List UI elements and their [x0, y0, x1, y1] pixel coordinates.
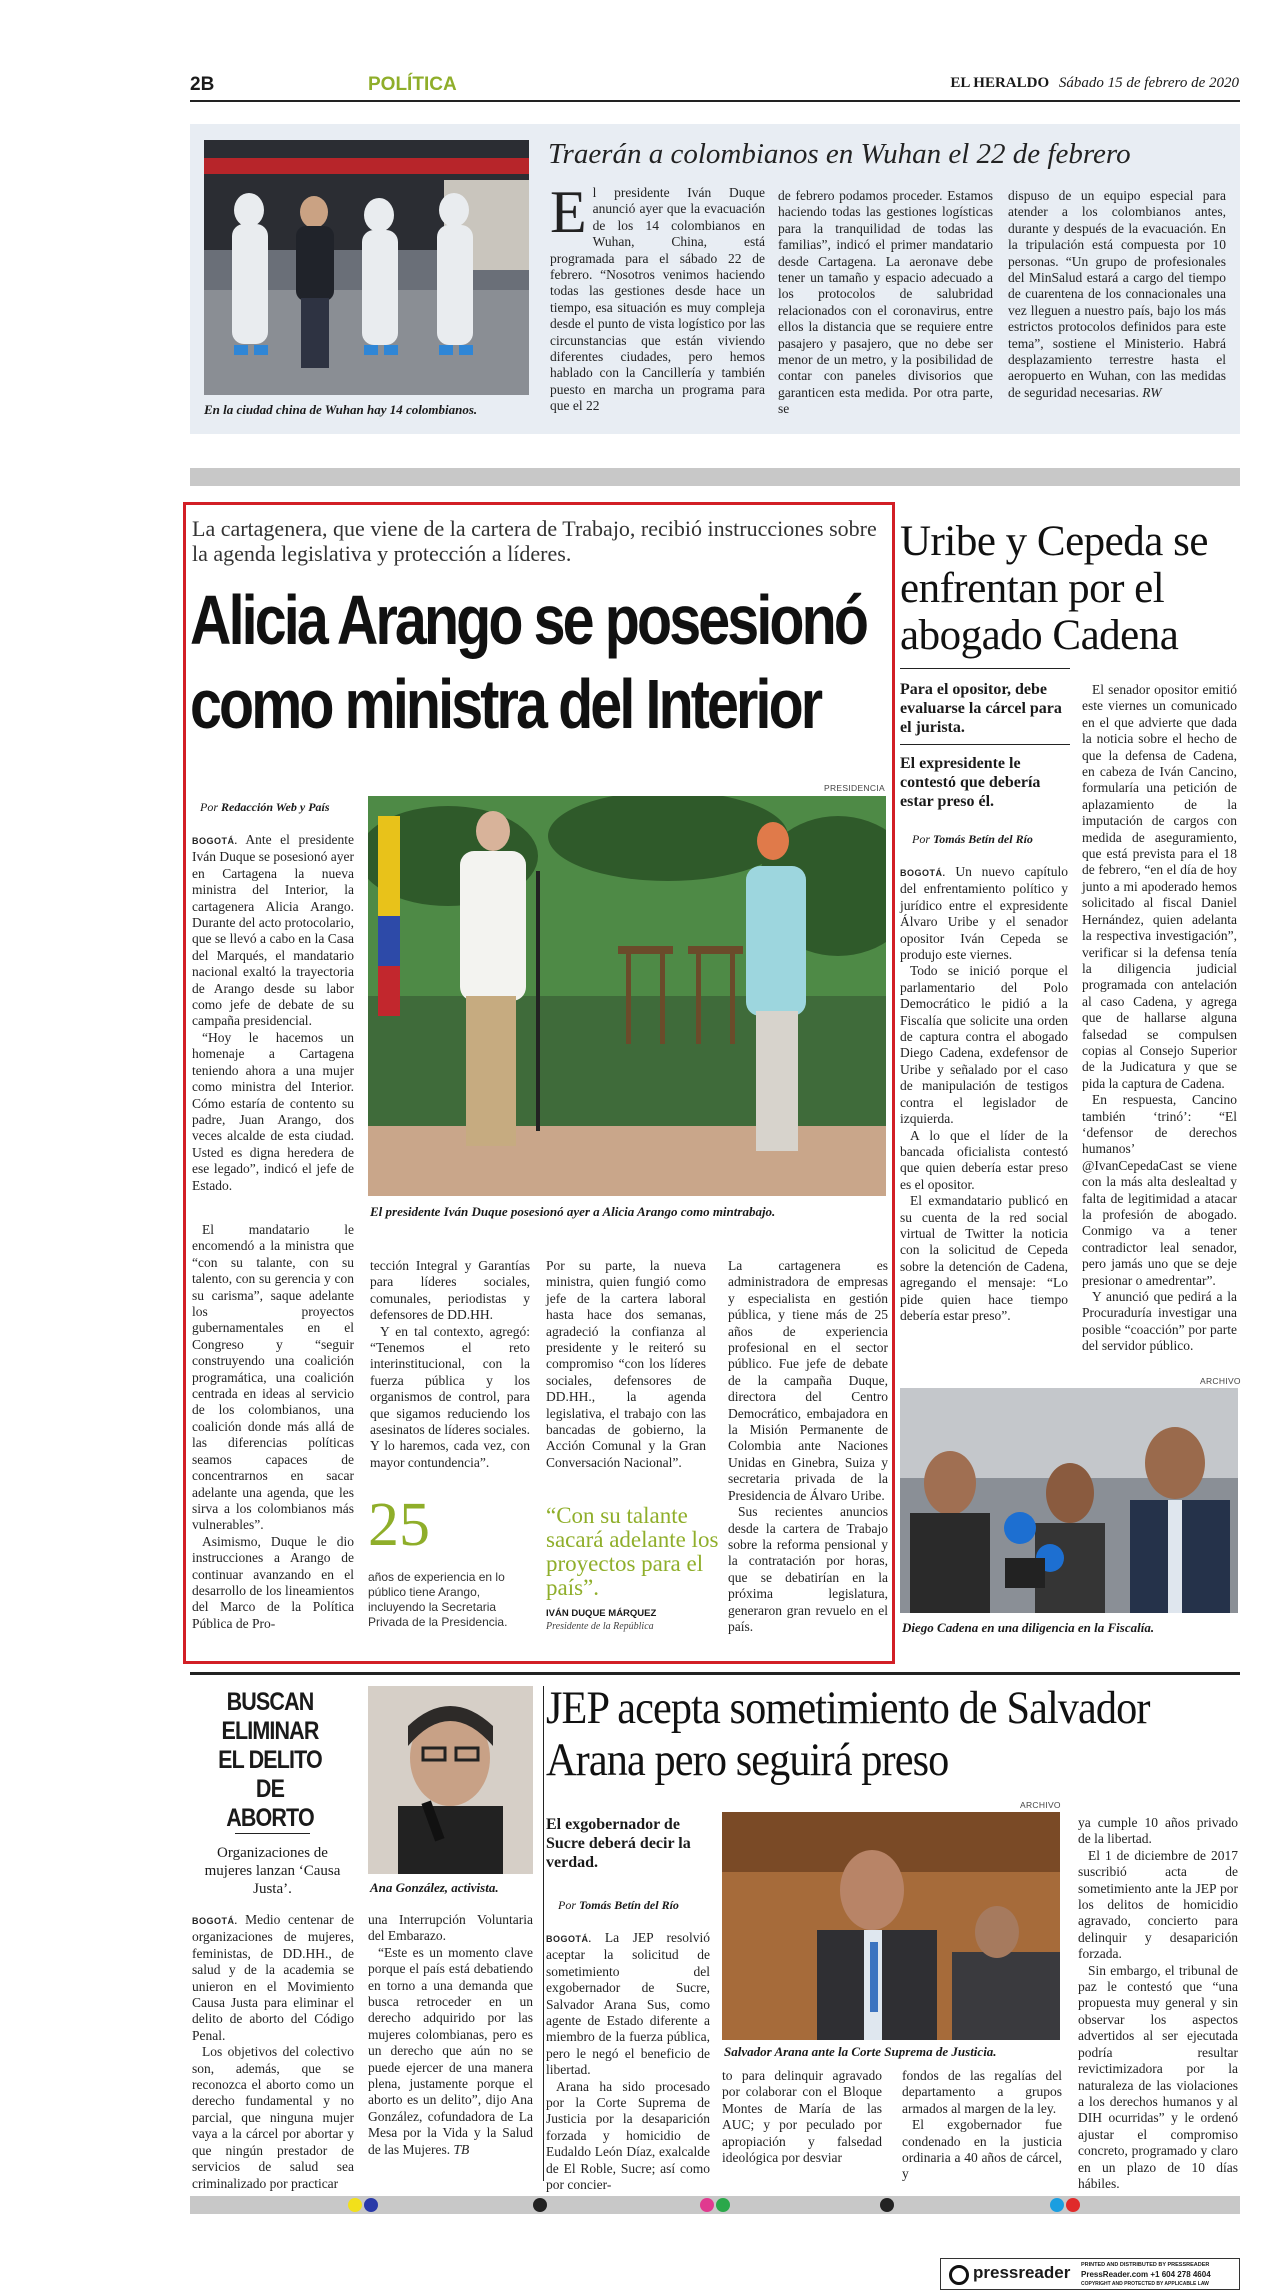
masthead-date: [950, 75, 1239, 92]
uribe-col-1: BOGOTÁ. Un nuevo capítulo del enfrentamiento político y jurídico entre el expresidente Álvaro Uribe y el senador opositor Iván Cepeda se produjo este viernes. Todo se inició porque el parlamentario del Polo Democrático le pidió a la Fiscalía que solicite una orden de captura contra el abogado Diego Cadena, exdefensor de Uribe y señalado por el caso de manipulación de testigos contra el legislador de izquierda. A lo que el líder de la bancada oficialista contestó que quien debería estar preso es el opositor. El exmandatario publicó en su cuenta de la red social virtual de Twitter la noticia con la solicitud de Cepeda sobre la detención de Cadena, agregando el mensaje: “Lo pide quien hace tiempo debería estar preso”.: [900, 864, 1068, 1323]
dropcap: E: [550, 179, 587, 245]
wuhan-col-3: dispuso de un equipo especial para atender a los colombianos antes, durante y después de la evacuación. En la tripulación está compuesta por 10 personas. “Un grupo de profesionales del MinSalud estará a cargo del tiempo de cuarentena de los connacionales una vez lleguen a nuestro país, bajo los más estrictos protocolos definidos para este tema”, sostiene el Ministerio. Habrá desplazamiento terrestre hasta el aeropuerto en Wuhan, con las medidas de seguridad necesarias. RW: [1008, 188, 1226, 400]
arango-col-4: La cartagenera es administradora de empresas y especialista en gestión pública, y tiene más de 25 años de experiencia profesional en el sector público. Fue jefe de debate de la campaña Duque, directora del Centro Democrático, embajadora en la Misión Permanente de Colombia ante Naciones Unidas en Ginebra, Suiza y secretaria privada de la Presidencia de Álvaro Uribe. Sus recientes anuncios desde la cartera de Trabajo sobre la reforma pensional y la contratación por horas, que se debatirían en la próxima legislatura, generaron gran revuelo en el país.: [728, 1258, 888, 1634]
jep-sub: El exgobernador de Sucre deberá decir la verdad.: [546, 1816, 691, 1871]
quote-role: Presidente de la República: [546, 1621, 654, 1632]
jep-col-3: fondos de las regalías del departamento a grupos armados al margen de la ley. El exgobernador fue condenado en la justicia ordinaria a 40 años de cárcel, y: [902, 2068, 1062, 2182]
pressreader-logo-icon: [949, 2265, 969, 2285]
section-rule: [190, 1672, 1240, 1675]
pressreader-badge[interactable]: [940, 2258, 1240, 2290]
arango-col-3: Por su parte, la nueva ministra, quien fungió como jefe de la cartera laboral hasta hace dos semanas, agradeció la confianza al presidente y le reiteró su compromiso “con los líderes sociales, defensores de DD.HH., la agenda legislativa, el trabajo con las bancadas de gobierno, la Acción Comunal y la Gran Conversación Nacional”.: [546, 1258, 706, 1470]
divider-bar: [190, 468, 1240, 486]
edition-date: Sábado 15 de febrero de 2020: [1058, 75, 1239, 91]
section-label: POLÍTICA: [368, 74, 457, 95]
uribe-caption: Diego Cadena en una diligencia en la Fiscalía.: [902, 1620, 1155, 1635]
uribe-sub-2: El expresidente le contestó que debería estar preso él.: [900, 755, 1041, 810]
pressreader-line-3: COPYRIGHT AND PROTECTED BY APPLICABLE LAW: [1081, 2281, 1209, 2287]
pressreader-brand: pressreader: [973, 2263, 1071, 2282]
arango-col-2: tección Integral y Garantías para líderes sociales, comunales, periodistas y defensores de DD.HH. Y en tal contexto, agregó: “Tenemos el reto interinstitucional, con la fuerza pública y los organismos de control, para que sigamos reduciendo los asesinatos de líderes sociales. Y lo haremos, cada vez, con mayor contundencia”.: [370, 1258, 530, 1470]
aborto-sub: Organizaciones de mujeres lanzan ‘Causa Justa’.: [204, 1845, 341, 1897]
uribe-credit: ARCHIVO: [1200, 1376, 1241, 1386]
aborto-photo: [368, 1686, 533, 1874]
aborto-rule: [235, 1833, 310, 1834]
pull-quote: “Con su talante sacará adelante los proyectos para el país”.: [546, 1503, 719, 1600]
uribe-rule-2: [900, 744, 1070, 745]
arango-col-1: BOGOTÁ. Ante el presidente Iván Duque se posesionó ayer en Cartagena la nueva ministra del Interior, la cartagenera Alicia Arango. Durante del acto protocolario, que se llevó a cabo en la Casa del Marqués, el mandatario nacional exaltó la trayectoria de Arango desde su labor como jefe de debate de su campaña presidencial. “Hoy le hacemos un homenaje a Cartagena teniendo ahora a una mujer como ministra del Interior. Cómo estaría de contento su padre, Juan Arango, dos veces alcalde de esta ciudad. Usted es digna heredera de ese legado”, indicó el jefe de Estado.: [192, 832, 354, 1193]
jep-byline: Por Tomás Betín del Río: [558, 1898, 679, 1912]
jep-caption: Salvador Arana ante la Corte Suprema de Justicia.: [724, 2044, 997, 2059]
uribe-headline: Uribe y Cepeda se enfrentan por el abogado Cadena: [900, 518, 1208, 659]
jep-headline: JEP acepta sometimiento de Salvador Arana pero seguirá preso: [546, 1682, 1150, 1786]
aborto-col-2: una Interrupción Voluntaria del Embarazo. “Este es un momento clave porque el país está debatiendo en torno a una demanda que busca retroceder en un derecho adquirido por las mujeres colombianas, pero es un derecho que aún no se puede ejercer de una manera plena, justamente porque el aborto es un delito”, dijo Ana González, cofundadora de La Mesa por la Vida y la Salud de las Mujeres. TB: [368, 1912, 533, 2157]
arango-byline: Por Redacción Web y País: [200, 800, 330, 814]
uribe-sub-1: Para el opositor, debe evaluarse la cárcel para el jurista.: [900, 681, 1062, 736]
uribe-col-2: El senador opositor emitió este viernes un comunicado en el que advierte que dada la noticia sobre el hecho de que la defensa de Cadena, en cabeza de Iván Cancino, formularía una petición de aplazamiento de la imputación de cargos con medida de aseguramiento, que está prevista para el 18 de febrero, “en el día de hoy junto a mi apoderado hemos solicitado al fiscal Daniel Hernández, quien adelanta la respectiva investigación”, verificar si la defensa tenía la diligencia judicial programada con antelación al caso Cadena, y agrega que de hallarse alguna falsedad se compulsen copias al Consejo Superior de la Judicatura y que se pida la captura de Cadena. En respuesta, Cancino también ‘trinó’: “El ‘defensor de derechos humanos’ @IvanCepedaCast se viene con la más alta deslealtad y falta de legitimidad a atacar la profesión de abogado. Conmigo va a tener contradictor leal senador, pero jamás uno que se deje presionar o amedrentar”. Y anunció que pedirá a la Procuraduría investigar una posible “coacción” por parte del servidor público.: [1082, 682, 1237, 1354]
arango-caption: El presidente Iván Duque posesionó ayer a Alicia Arango como mintrabajo.: [370, 1204, 776, 1219]
jep-col-1: BOGOTÁ. La JEP resolvió aceptar la solicitud de sometimiento del exgobernador de Sucre, Salvador Arana Sus, como agente de Estado diferente a miembro de la fuerza pública, pero le negó el beneficio de libertad. Arana ha sido procesado por la Corte Suprema de Justicia por la desaparición forzada y homicidio de Eudaldo León Díaz, exalcalde de El Roble, Sucre; así como por concier-: [546, 1930, 710, 2193]
wuhan-col-1: E l presidente Iván Duque anunció ayer que la evacuación de los 14 colombianos en Wuhan, China, está programada para el sábado 22 de febrero. “Nosotros venimos haciendo todas las gestiones desde hace un tiempo, esa situación es muy compleja desde el punto de vista logístico por las circunstancias que están viviendo diferentes ciudades, pero hemos hablado con la Cancillería y también puesto en marcha un programa para que el 22: [550, 179, 765, 414]
pressreader-line-2: PressReader.com +1 604 278 4604: [1081, 2270, 1211, 2279]
aborto-headline: BUSCAN ELIMINAR EL DELITO DE ABORTO: [218, 1688, 322, 1832]
jep-credit: ARCHIVO: [1020, 1800, 1061, 1810]
aborto-vrule: [543, 1686, 544, 2181]
arango-photo: [368, 796, 886, 1196]
wuhan-title: Traerán a colombianos en Wuhan el 22 de febrero: [548, 138, 1131, 170]
jep-col-2: to para delinquir agravado por colaborar con el Bloque Montes de María de las AUC; y por peculado por apropiación y falsedad ideológica por desviar: [722, 2068, 882, 2166]
uribe-rule: [900, 668, 1070, 669]
page-number: 2B: [190, 74, 215, 95]
registration-marks: [0, 2198, 1279, 2212]
arango-kicker: La cartagenera, que viene de la cartera de Trabajo, recibió instrucciones sobre la agenda legislativa y protección a líderes.: [192, 516, 877, 566]
aborto-caption: Ana González, activista.: [370, 1880, 499, 1895]
quote-author: IVÁN DUQUE MÁRQUEZ: [546, 1608, 657, 1619]
photo-credit: PRESIDENCIA: [824, 783, 885, 793]
signature: RW: [1142, 384, 1162, 400]
stat-number: 25: [368, 1491, 430, 1559]
stat-text: años de experiencia en lo público tiene Arango, incluyendo la Secretaria Privada de la Presidencia.: [368, 1570, 508, 1629]
jep-col-4: ya cumple 10 años privado de la libertad. El 1 de diciembre de 2017 suscribió acta de sometimiento ante la JEP por los delitos de homicidio agravado, concierto para delinquir y desaparición forzada. Sin embargo, el tribunal de paz le contestó que “una propuesta muy general y sin observar los aspectos advertidos al ser ejecutada podría resultar revictimizadora por la naturaleza de las violaciones a los derechos humanos y al DIH ocurridas” y le ordenó ajustar el compromiso concreto, programado y claro en un plazo de 10 días hábiles.: [1078, 1815, 1238, 2191]
uribe-byline: Por Tomás Betín del Río: [912, 832, 1033, 846]
uribe-photo: [900, 1388, 1238, 1613]
wuhan-col-2: de febrero podamos proceder. Estamos haciendo todas las gestiones logísticas para la tranquilidad de todas las familias”, indicó el primer mandatario desde Cartagena. La aeronave debe tener un tamaño y espacio adecuado a los protocolos de salubridad relacionados con el coronavirus, entre ellos la distancia que se requiere entre pasajero y pasajero, que no debe ser menor de un metro, y la posibilidad de contar con paneles divisorios que garanticen esta medida. Por otra parte, se: [778, 188, 993, 417]
pressreader-line-1: PRINTED AND DISTRIBUTED BY PRESSREADER: [1081, 2262, 1210, 2268]
newspaper-name: EL HERALDO: [950, 75, 1050, 91]
aborto-col-1: BOGOTÁ. Medio centenar de organizaciones de mujeres, feministas, de DD.HH., de salud y de la academia se unieron en el Movimiento Causa Justa para eliminar el delito de aborto del Código Penal. Los objetivos del colectivo son, además, que se reconozca el aborto como un derecho fundamental y no parcial, que ninguna mujer vaya a la cárcel por abortar y que ningún prestador de servicios de salud sea criminalizado por practicar: [192, 1912, 355, 2191]
wuhan-photo: [204, 140, 529, 395]
jep-photo: [722, 1812, 1060, 2040]
arango-headline: Alicia Arango se posesionó como ministra del Interior: [190, 581, 867, 743]
header-rule: [190, 100, 1240, 102]
arango-col-1b: El mandatario le encomendó a la ministra que “con su talante, con su talento, con su gerencia y con su carisma”, saque adelante los proyectos gubernamentales en el Congreso y “seguir construyendo una coalición programática, una coalición centrada en ideas al servicio de los colombianos, una coalición donde más allá de las diferencias políticas seamos capaces de concentrarnos en sacar adelante una agenda, que les sirva a los colombianos más vulnerables”. Asimismo, Duque le dio instrucciones a Arango de continuar avanzando en el desarrollo de los lineamientos del Marco de la Política Pública de Pro-: [192, 1222, 354, 1631]
wuhan-caption: En la ciudad china de Wuhan hay 14 colombianos.: [204, 402, 478, 417]
